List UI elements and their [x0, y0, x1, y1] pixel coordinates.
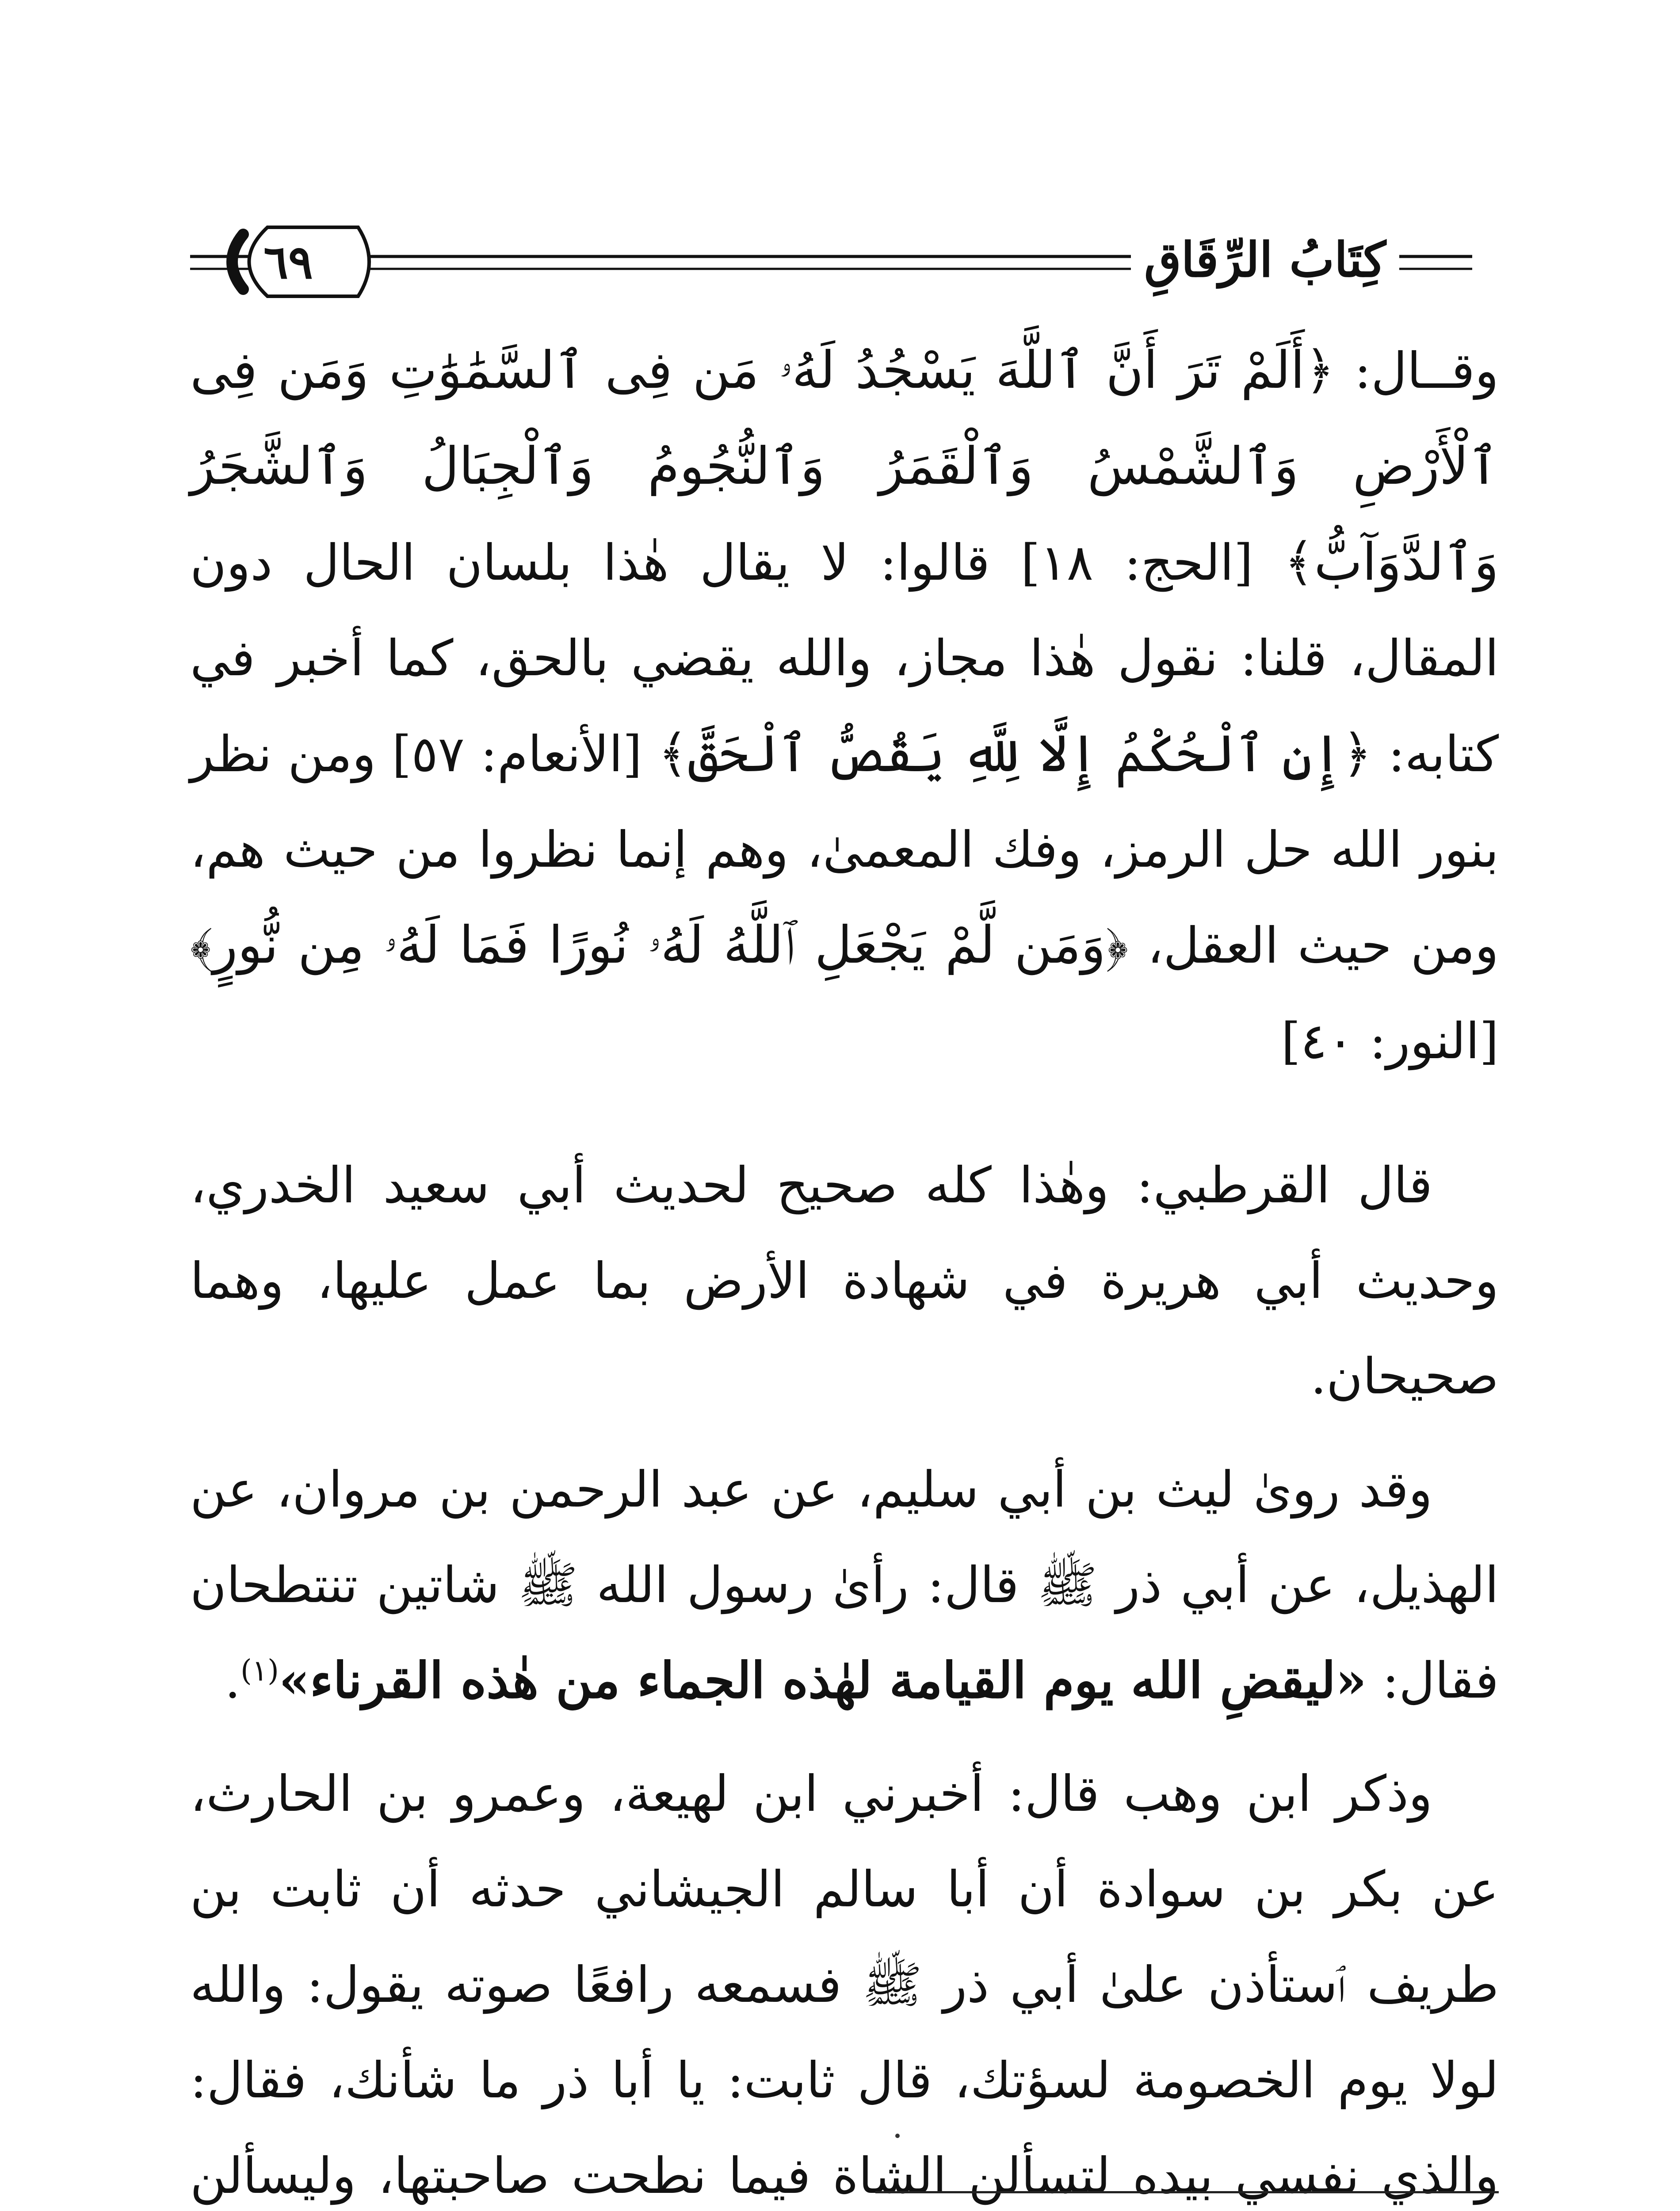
footnote-marker[interactable]: (١): [240, 1653, 279, 1688]
footnote-divider: [875, 2191, 1499, 2193]
verse-reference: [الأنعام: ٥٧]: [376, 726, 658, 783]
paragraph-quran-discussion: [190, 323, 1499, 1089]
quran-verse: ﴿إِنِ ٱلْحُكْمُ إِلَّا لِلَّهِ يَقُصُّ ٱلْحَقَّ﴾: [658, 724, 1372, 784]
paragraph-hadith-laith: [190, 1442, 1499, 1729]
text-span: ومن نظر بنور الله حل الرمز، وفك المعمىٰ، وهم إنما نظروا من حيث هم، ومن حيث العقل،: [190, 726, 1499, 975]
verse-reference: [النور: ٤٠]: [1281, 1013, 1499, 1070]
hadith-quote: «ليقضِ الله يوم القيامة لهٰذه الجماء من هٰذه القرناء»: [279, 1652, 1367, 1710]
page-header: [190, 221, 1472, 310]
verse-reference: [الحج: ١٨]: [989, 534, 1284, 592]
running-title: كِتَابُ الرِّقَاقِ: [1131, 229, 1399, 291]
quran-verse: ﴿أَلَمْ تَرَ أَنَّ ٱللَّهَ يَسْجُدُ لَهُۥ مَن فِى ٱلسَّمَٰوَٰتِ وَمَن فِى ٱلْأَرْضِ وَٱلشَّمْسُ وَٱلْقَمَرُ وَٱلنُّجُومُ وَٱلْجِبَالُ وَٱلشَّجَرُ وَٱلدَّوَآبُّ﴾: [190, 340, 1499, 592]
page-number: ٦٩: [263, 235, 313, 289]
text-span: وقــال:: [1335, 342, 1499, 400]
stray-mark: [895, 2134, 900, 2138]
paragraph-qurtubi: قال القرطبي: وهٰذا كله صحيح لحديث أبي سعيد الخدري، وحديث أبي هريرة في شهادة الأرض بما عمل عليها، وهما صحيحان.: [190, 1157, 1499, 1405]
quran-verse: ﴿وَمَن لَّمْ يَجْعَلِ ٱللَّهُ لَهُۥ نُورًا فَمَا لَهُۥ مِن نُّورٍ﴾: [190, 915, 1129, 975]
text-span: .: [225, 1652, 241, 1710]
text-span: وقد روىٰ ليث بن أبي سليم، عن عبد الرحمن بن مروان، عن الهذيل، عن أبي ذر ﷺ قال: رأىٰ رسول الله ﷺ شاتين تنتطحان فقال:: [190, 1461, 1499, 1710]
main-text: [190, 323, 1499, 2211]
text-span: قالوا: لا يقال هٰذا بلسان الحال دون المقال، قلنا: نقول هٰذا مجاز، والله يقضي بالحق، كما أخبر في كتابه:: [190, 534, 1499, 783]
paragraph-ibn-wahb: وذكر ابن وهب قال: أخبرني ابن لهيعة، وعمرو بن الحارث، عن بكر بن سوادة أن أبا سالم الجيشاني حدثه أن ثابت بن طريف ٱستأذن علىٰ أبي ذر ﷺ فسمعه رافعًا صوته يقول: والله لولا يوم الخصومة لسؤتك، قال ثابت: يا أبا ذر ما شأنك، فقال: والذي نفسي بيده لتسألن الشاة فيما نطحت صاحبتها، وليسألن: [190, 1765, 1499, 2205]
